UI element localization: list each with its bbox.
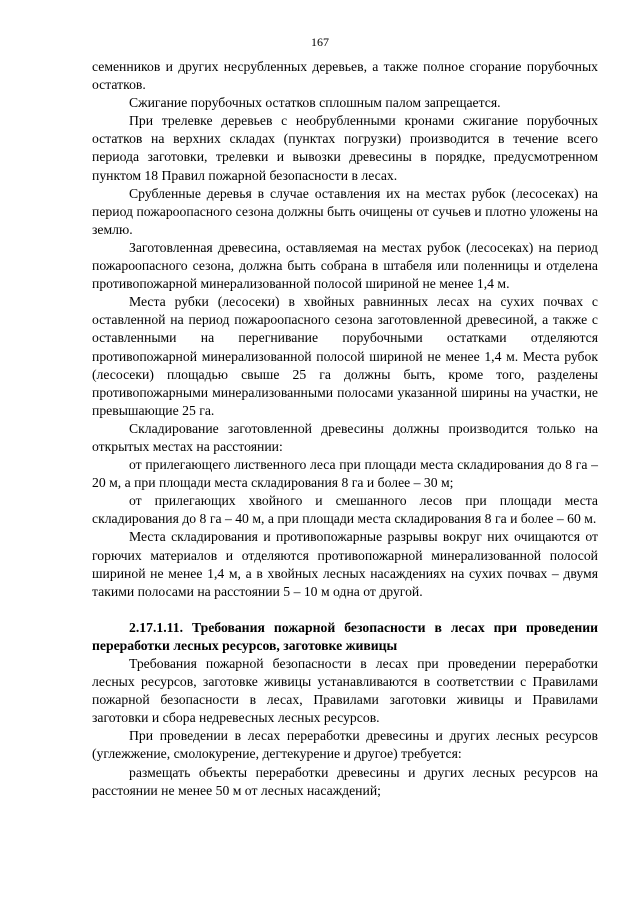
list-item-coniferous-distance: от прилегающих хвойного и смешанного лесов при площади места складирования до 8 га – 40 м, а при площади места складирования 8 га и более – 60 м.: [92, 493, 598, 527]
paragraph-12: При проведении в лесах переработки древесины и других лесных ресурсов (углежжение, смолокурение, дегтекурение и другое) требуется:: [92, 728, 598, 762]
paragraph-6: Места рубки (лесосеки) в хвойных равнинных лесах на сухих почвах с оставленной на период пожароопасного сезона заготовленной древесиной, а также с оставленными на перегнивание порубочными остатками отделяются противопожарной минерализованной полосой шириной не менее 1,4 м. Места рубок (лесосеки) площадью свыше 25 га должны быть, кроме того, разделены противопожарными минерализованными полосами указанной ширины на участки, не превышающие 25 га.: [92, 294, 598, 418]
paragraph-1: семенников и других несрубленных деревьев, а также полное сгорание порубочных остатков.: [92, 59, 598, 93]
paragraph-4: Срубленные деревья в случае оставления их на местах рубок (лесосеках) на период пожароопасного сезона должны быть очищены от сучьев и плотно уложены на землю.: [92, 185, 598, 237]
page-number: 167: [311, 35, 329, 49]
document-body: [92, 58, 598, 800]
list-item-deciduous-distance: от прилегающего лиственного леса при площади места складирования до 8 га – 20 м, а при площади места складирования 8 га и более – 30 м;: [92, 457, 598, 491]
paragraph-5: Заготовленная древесина, оставляемая на местах рубок (лесосеках) на период пожароопасного сезона, должна быть собрана в штабеля или поленницы и отделена противопожарной минерализованной полосой шириной не менее 1,4 м.: [92, 239, 598, 292]
paragraph-10: Места складирования и противопожарные разрывы вокруг них очищаются от горючих материалов и отделяются противопожарной минерализованной полосой шириной не менее 1,4 м, а в хвойных лесных насаждениях на сухих почвах – двумя такими полосами на расстоянии 5 – 10 м одна от другой.: [92, 529, 598, 599]
section-spacer: [92, 601, 598, 619]
paragraph-3: При трелевке деревьев с необрубленными кронами сжигание порубочных остатков на верхних складах (пунктах погрузки) производится в течение всего периода заготовки, трелевки и вывозки древесины в порядке, предусмотренном пунктом 18 Правил пожарной безопасности в лесах.: [92, 113, 598, 183]
section-heading: 2.17.1.11. Требования пожарной безопасности в лесах при проведении переработки лесных ресурсов, заготовке живицы: [92, 619, 598, 653]
paragraph-7: Складирование заготовленной древесины должны производится только на открытых местах на расстоянии:: [92, 420, 598, 454]
paragraph-13: размещать объекты переработки древесины и других лесных ресурсов на расстоянии не менее 50 м от лесных насаждений;: [92, 764, 598, 798]
paragraph-11: Требования пожарной безопасности в лесах при проведении переработки лесных ресурсов, заготовке живицы устанавливаются в соответствии с Правилами пожарной безопасности в лесах, Правилами заготовки живицы и Правилами заготовки и сбора недревесных лесных ресурсов.: [92, 656, 598, 726]
paragraph-2: Сжигание порубочных остатков сплошным палом запрещается.: [129, 95, 501, 111]
